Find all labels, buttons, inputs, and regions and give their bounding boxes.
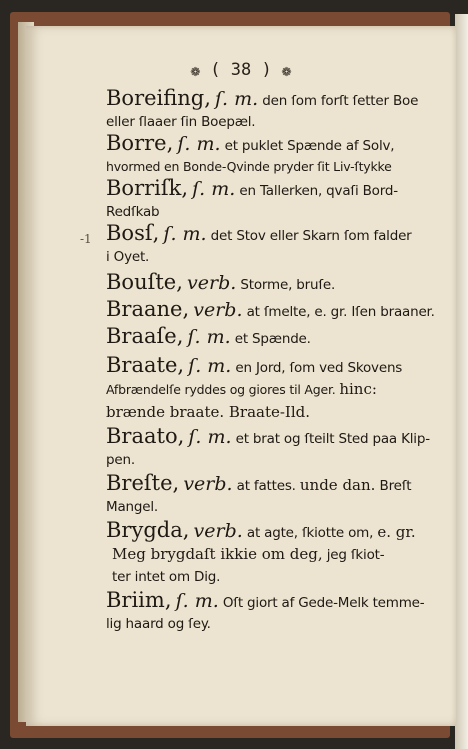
latin-text: e. gr. <box>377 523 416 541</box>
definition-cont: Redſkab <box>106 204 160 220</box>
latin-text: Meg brygdaſt ikkie om deg, <box>112 545 323 563</box>
entry-briim <box>106 590 451 635</box>
grammar-label: ſ. m. <box>188 355 232 377</box>
latin-text: hinc: <box>339 380 377 398</box>
headword: Braate, <box>106 353 185 377</box>
definition-cont: ter intet om Dig. <box>112 569 221 585</box>
definition-cont: lig haard og ſey. <box>106 616 211 632</box>
entry-braate <box>106 355 451 424</box>
latin-text: brænde braate. Braate-Ild. <box>106 403 311 421</box>
definition: Breſt <box>379 478 412 494</box>
entry-braato <box>106 426 451 471</box>
grammar-label: verb. <box>193 520 243 542</box>
definition: at agte, ſkiotte om, <box>246 525 374 541</box>
definition-cont: eller ſlaaer ſin Boepæl. <box>106 114 256 130</box>
entry-bouste <box>106 272 451 295</box>
entry-borrisk <box>106 178 451 223</box>
grammar-label: ſ. m. <box>187 326 231 348</box>
definition-cont: i Oyet. <box>106 249 150 265</box>
definition-cont: Mangel. <box>106 499 158 515</box>
definition: et puklet Spænde af Solv, <box>224 138 395 154</box>
headword: Briim, <box>106 588 172 612</box>
grammar-label: ſ. m. <box>192 178 236 200</box>
definition-cont: jeg ſkiot- <box>326 547 385 563</box>
definition: Storme, bruſe. <box>240 277 336 293</box>
definition: at ſmelte, e. gr. Iſen braaner. <box>246 304 435 320</box>
ornament-right-icon: ❁ <box>281 60 292 80</box>
entry-breste <box>106 473 451 518</box>
definition: den ſom forſt ſetter Boe <box>262 93 419 109</box>
grammar-label: verb. <box>193 299 243 321</box>
grammar-label: verb. <box>187 272 237 294</box>
definition: en Jord, ſom ved Skovens <box>235 360 403 376</box>
grammar-label: ſ. m. <box>215 88 259 110</box>
grammar-label: ſ. m. <box>175 590 219 612</box>
headword: Bouſte, <box>106 270 183 294</box>
definition: Oſt giort af Gede-Melk temme- <box>222 595 425 611</box>
latin-text: unde dan. <box>299 476 376 494</box>
entry-boreifing <box>106 88 451 133</box>
page-edge <box>455 14 468 749</box>
headword: Bosſ, <box>106 221 160 245</box>
grammar-label: ſ. m. <box>177 133 221 155</box>
headword: Brygda, <box>106 518 190 542</box>
definition: et Spænde. <box>234 331 311 347</box>
definition: det Stov eller Skarn ſom falder <box>210 228 412 244</box>
grammar-label: ſ. m. <box>163 223 207 245</box>
page-number: ( 38 ) <box>210 60 272 80</box>
definition-cont: Afbrændelſe ryddes og giores til Ager. <box>106 382 336 397</box>
headword: Borriſk, <box>106 176 189 200</box>
margin-mark: -1 <box>80 232 92 246</box>
entry-braase <box>106 326 451 349</box>
entry-braane <box>106 299 451 322</box>
definition: at fattes. <box>236 478 296 494</box>
headword: Breſte, <box>106 471 180 495</box>
headword: Braane, <box>106 297 190 321</box>
headword: Braato, <box>106 424 185 448</box>
headword: Braaſe, <box>106 324 184 348</box>
headword: Borre, <box>106 131 174 155</box>
definition: et brat og ſteilt Sted paa Klip- <box>235 431 430 447</box>
grammar-label: ſ. m. <box>188 426 232 448</box>
definition-cont: hvormed en Bonde-Qvinde pryder ſit Liv-ſtykke <box>106 159 392 174</box>
definition: en Tallerken, qvaſi Bord- <box>239 183 398 199</box>
definition-cont: pen. <box>106 452 135 468</box>
page-header <box>26 60 456 80</box>
headword: Boreifing, <box>106 86 211 110</box>
entry-boss <box>106 223 451 268</box>
ornament-left-icon: ❁ <box>190 60 201 80</box>
entry-borre <box>106 133 451 178</box>
dictionary-entries <box>106 88 451 635</box>
entry-brygda <box>106 520 451 588</box>
grammar-label: verb. <box>183 473 233 495</box>
